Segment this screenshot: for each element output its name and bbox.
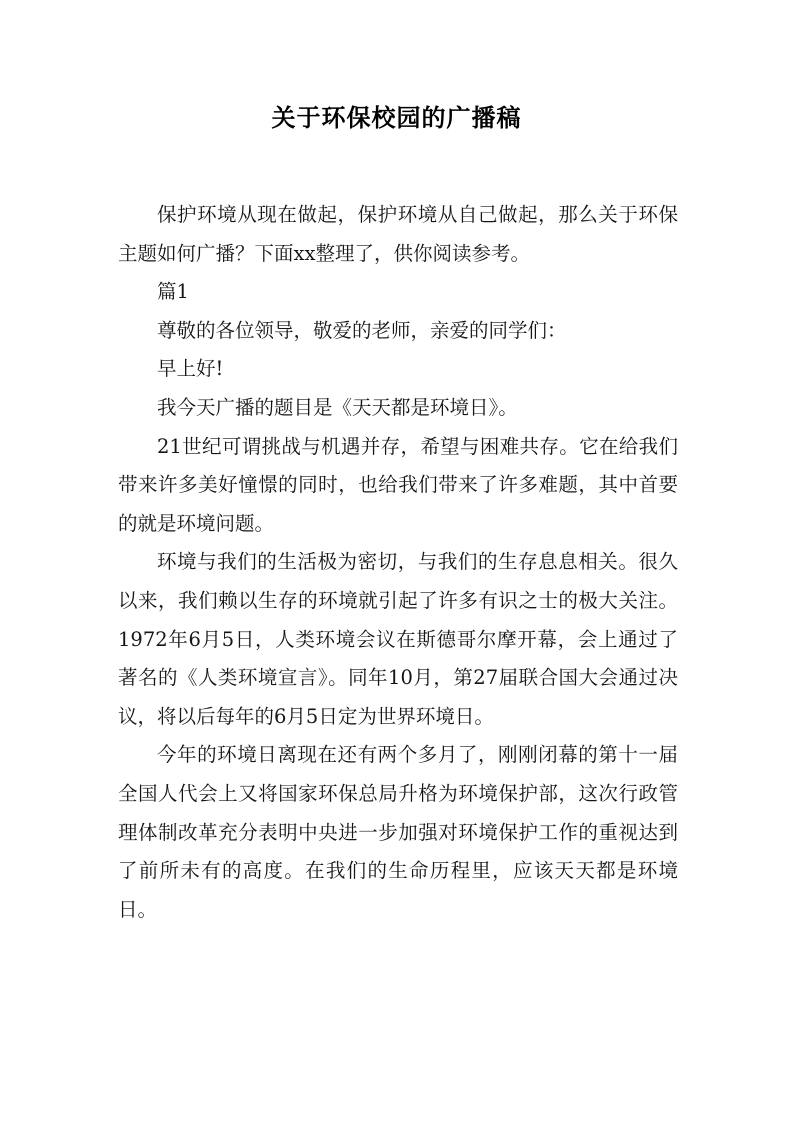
paragraph-body: 今年的环境日离现在还有两个多月了，刚刚闭幕的第十一届全国人代会上又将国家环保总局升格为环境保护部，这次行政管理体制改革充分表明中央进一步加强对环境保护工作的重视达到了前所未有的高度。在我们的生命历程里，应该天天都是环境日。: [118, 743, 678, 921]
document-body: [118, 196, 678, 929]
paragraph-body: 环境与我们的生活极为密切，与我们的生存息息相关。很久以来，我们赖以生存的环境就引起了许多有识之士的极大关注。1972年6月5日，人类环境会议在斯德哥尔摩开幕，会上通过了著名的《人类环境宣言》。同年10月，第27届联合国大会通过决议，将以后每年的6月5日定为世界环境日。: [118, 550, 678, 728]
paragraph-greeting: 早上好!: [157, 357, 224, 381]
paragraph-body: 21世纪可谓挑战与机遇并存，希望与困难共存。它在给我们带来许多美好憧憬的同时，也给我们带来了许多难题，其中首要的就是环境问题。: [118, 434, 678, 535]
paragraph-topic: 我今天广播的题目是《天天都是环境日》。: [157, 395, 518, 419]
document-title: 关于环保校园的广播稿: [271, 104, 522, 132]
paragraph-salutation: 尊敬的各位领导，敬爱的老师，亲爱的同学们：: [157, 318, 567, 342]
paragraph-intro: 保护环境从现在做起，保护环境从自己做起，那么关于环保主题如何广播？下面xx整理了，供你阅读参考。: [118, 203, 678, 265]
paragraph-section-label: 篇1: [157, 280, 189, 304]
